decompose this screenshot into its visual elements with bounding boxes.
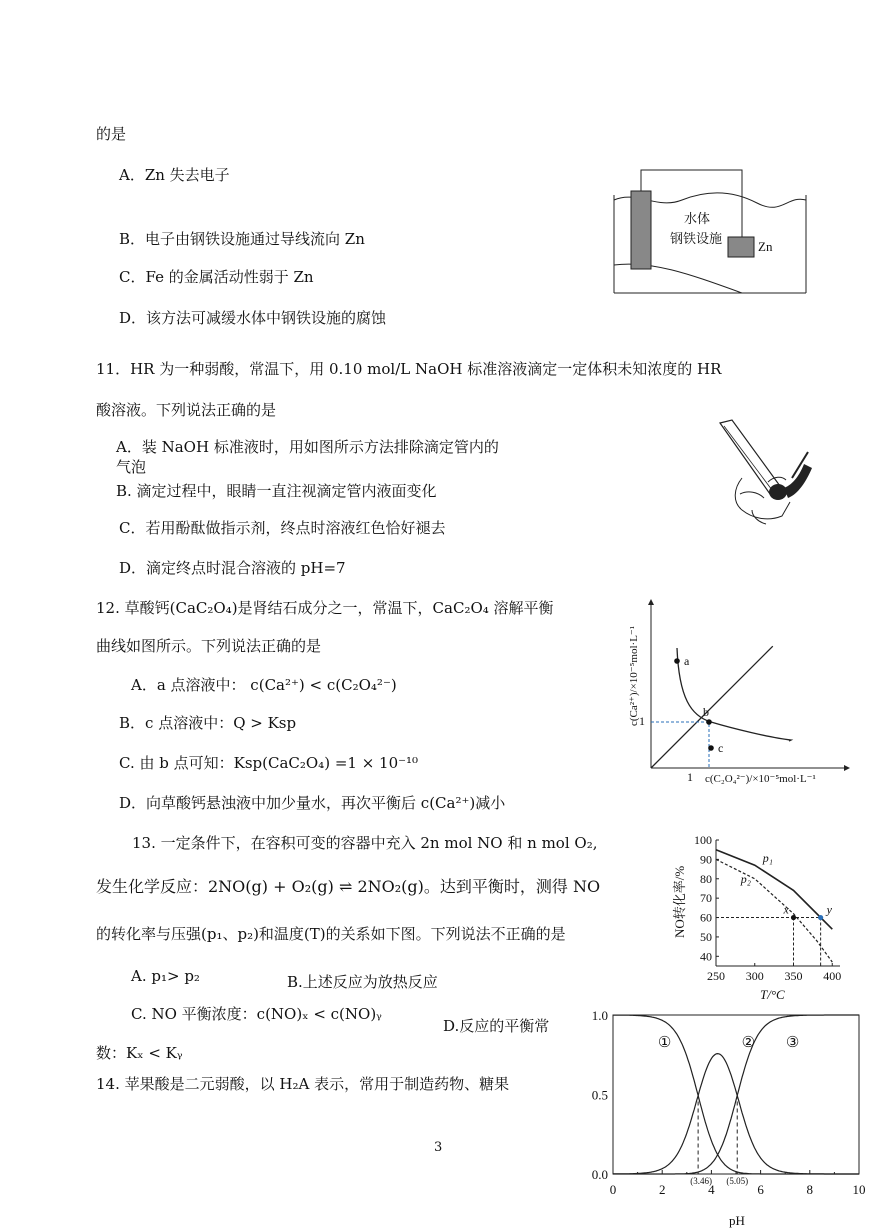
q12-stem-line1: 12. 草酸钙(CaC₂O₄)是肾结石成分之一，常温下，CaC₂O₄ 溶解平衡 [96,599,554,617]
series-label-p2: p₂ [740,871,751,886]
x-tick-label: 350 [784,969,803,983]
q13-option-b: B.上述反应为放热反应 [287,973,438,991]
q10-tail: 的是 [96,125,127,143]
y-tick-label: 50 [700,929,712,944]
malic-acid-distribution-chart [576,1004,866,1230]
x-tick-label: 2 [658,1182,666,1197]
x-tick-label: 4 [708,1182,715,1197]
b-guide-lines [651,722,709,768]
q13-option-c: C. NO 平衡浓度：c(NO)ₓ < c(NO)ᵧ [131,1005,382,1023]
solubility-curve [677,648,791,741]
species-label-3: ③ [785,1035,800,1052]
pk-annotation-1: (3.46) [690,1176,712,1186]
q12-option-d: D．向草酸钙悬浊液中加少量水，再次平衡后 c(Ca²⁺)减小 [119,794,506,812]
fig-label-zn: Zn [758,239,773,254]
q12-option-a: A．a 点溶液中： c(Ca²⁺) < c(C₂O₄²⁻) [131,676,397,694]
cac2o4-solubility-chart [615,598,850,790]
point-x [791,915,796,920]
y-tick-label: 0.5 [591,1087,608,1103]
point-label-a: a [684,654,690,668]
point-label-b: b [703,705,709,719]
series-label-p1: p₁ [762,851,773,866]
q13-option-d: D.反应的平衡常 [443,1017,550,1035]
q10-option-b: B．电子由钢铁设施通过导线流向 Zn [119,230,365,248]
y-tick-1: 1 [639,714,645,728]
point-y [818,915,823,920]
species-curve-2 [613,1054,859,1174]
point-label-c: c [718,741,724,755]
y-tick-label: 0.0 [591,1167,608,1182]
page-number: 3 [434,1140,443,1155]
q11-stem-line2: 酸溶液。下列说法正确的是 [96,401,277,419]
y-tick-label: 90 [700,852,712,867]
x-axis-label: c(C₂O₄²⁻)/×10⁻⁵mol·L⁻¹ [705,773,816,785]
species-curve-3 [613,1015,859,1174]
point-c [708,745,714,751]
q14-stem-line1: 14. 苹果酸是二元弱酸，以 H₂A 表示，常用于制造药物、糖果 [96,1075,510,1093]
q13-option-d-cont: 数：Kₓ < Kᵧ [96,1044,183,1062]
q12-stem-line2: 曲线如图所示。下列说法正确的是 [96,637,322,655]
x-tick-label: 10 [852,1182,866,1197]
burette-hand-figure [712,418,814,526]
y-tick-label: 1.0 [591,1008,608,1023]
q13-stem-line2: 发生化学反应：2NO(g) + O₂(g) ⇌ 2NO₂(g)。达到平衡时，测得 NO [96,877,601,896]
no-conversion-chart [670,828,855,1004]
species-label-1: ① [657,1035,672,1052]
pk-annotation-2: (5.05) [726,1176,749,1186]
cathodic-protection-figure [612,165,808,295]
q11-option-d: D．滴定终点时混合溶液的 pH=7 [119,559,346,577]
plot-frame [613,1015,859,1174]
x-tick-1: 1 [687,770,693,784]
x-axis-label: T/°C [760,987,785,1002]
fig-label-water: 水体 [684,211,711,226]
x-tick-label: 8 [806,1182,814,1197]
point-a [674,658,680,664]
y-axis-label: NO转化率/% [672,865,687,938]
x-axis-label: pH [729,1213,745,1228]
q12-option-b: B．c 点溶液中：Q > Ksp [119,714,297,732]
q11-option-a-line2: 气泡 [116,458,147,476]
q11-option-b: B. 滴定过程中，眼睛一直注视滴定管内液面变化 [116,482,437,500]
x-tick-label: 0 [609,1182,617,1197]
q11-option-a-line1: A．装 NaOH 标准液时，用如图所示方法排除滴定管内的 [116,438,499,456]
point-b [706,719,712,725]
y-tick-label: 100 [694,833,712,847]
q10-option-c: C．Fe 的金属活动性弱于 Zn [119,268,314,286]
y-tick-label: 80 [700,871,712,886]
species-label-2: ② [741,1035,756,1052]
fig-label-steel: 钢铁设施 [670,231,723,246]
y-tick-label: 40 [700,949,712,964]
q10-option-d: D．该方法可减缓水体中钢铁设施的腐蚀 [119,309,387,327]
q11-stem-line1: 11．HR 为一种弱酸，常温下，用 0.10 mol/L NaOH 标准溶液滴定一定体积未知浓度的 HR [96,360,722,378]
q13-stem-line1: 13. 一定条件下，在容积可变的容器中充入 2n mol NO 和 n mol O₂, [132,834,598,852]
q11-option-c: C．若用酚酞做指示剂，终点时溶液红色恰好褪去 [119,519,446,537]
y-axis-label: c(Ca²⁺)/×10⁻⁵mol·L⁻¹ [628,625,640,726]
point-label-y: y [826,902,832,917]
x-tick-label: 250 [707,969,725,983]
x-tick-label: 300 [745,969,764,983]
x-tick-label: 6 [757,1182,764,1197]
x-tick-label: 400 [823,969,842,983]
species-curve-1 [613,1015,859,1174]
q13-stem-line3: 的转化率与压强(p₁、p₂)和温度(T)的关系如下图。下列说法不正确的是 [96,925,566,943]
point-label-x: x [783,902,789,917]
q10-option-a: A．Zn 失去电子 [119,166,230,184]
y-tick-label: 60 [700,910,712,925]
y-tick-label: 70 [700,891,712,906]
q12-option-c: C. 由 b 点可知：Ksp(CaC₂O₄) =1 × 10⁻¹⁰ [119,754,419,772]
q13-option-a: A. p₁> p₂ [131,967,200,985]
